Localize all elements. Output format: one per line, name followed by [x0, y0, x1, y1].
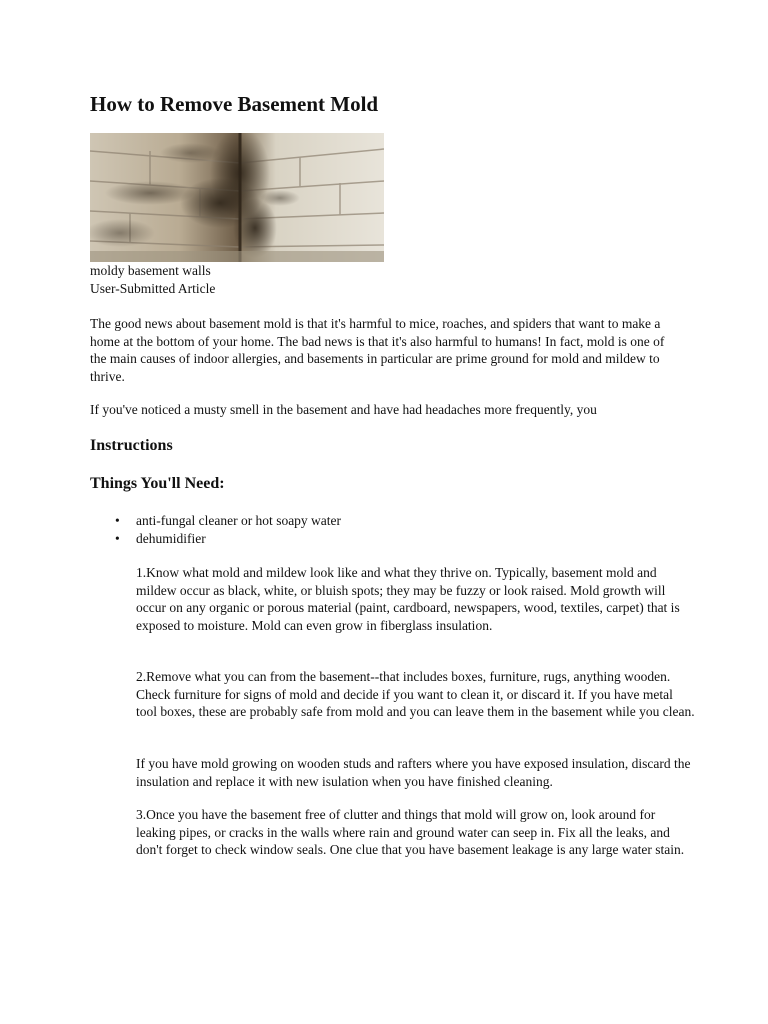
- step-paragraph: 3.Once you have the basement free of clutter and things that mold will grow on, look around for leaking pipes, or cracks in the walls where rain and ground water can seep in. Fix all the leaks, and don't forget to check window seals. One clue that you have basement leakage is any large water stain.: [136, 807, 685, 857]
- article-title: How to Remove Basement Mold: [90, 92, 379, 116]
- image-caption-block: [90, 262, 215, 297]
- step-paragraph: If you have mold growing on wooden studs and rafters where you have exposed insulation, discard the insulation and replace it with new isulation when you have finished cleaning.: [136, 756, 691, 789]
- step-paragraph: 1.Know what mold and mildew look like and what they thrive on. Typically, basement mold and mildew occur as black, white, or bluish spots; they may be fuzzy or look raised. Mold growth will occur on any organic or porous material (paint, cardboard, newspapers, wood, textiles, carpet) that is exposed to moisture. Mold can even grow in fiberglass insulation.: [136, 565, 680, 633]
- things-needed-list: [90, 512, 341, 547]
- intro-paragraph: If you've noticed a musty smell in the basement and have had headaches more frequently, you: [90, 402, 597, 417]
- intro-paragraph: The good news about basement mold is that it's harmful to mice, roaches, and spiders that want to make a home at the bottom of your home. The bad news is that it's also harmful to humans! In fact, mold is one of the main causes of indoor allergies, and basements in particular are prime ground for mold and mildew to thrive.: [90, 316, 665, 384]
- list-item-text: dehumidifier: [136, 530, 206, 546]
- list-item-text: anti-fungal cleaner or hot soapy water: [136, 513, 342, 528]
- byline: User-Submitted Article: [90, 280, 216, 296]
- image-caption: moldy basement walls: [90, 263, 211, 278]
- things-needed-heading: Things You'll Need:: [90, 475, 225, 492]
- list-item: [90, 512, 341, 530]
- step-paragraph: 2.Remove what you can from the basement--that includes boxes, furniture, rugs, anything wooden. Check furniture for signs of mold and decide if you want to clean it, or discard it. If you have metal tool boxes, these are probably safe from mold and you can leave them in the basement while you clean.: [136, 669, 695, 719]
- bullet-icon: •: [115, 513, 120, 528]
- moldy-wall-photo: [90, 133, 384, 262]
- instructions-heading: Instructions: [90, 437, 173, 454]
- bullet-icon: •: [115, 530, 120, 546]
- list-item: [90, 530, 341, 548]
